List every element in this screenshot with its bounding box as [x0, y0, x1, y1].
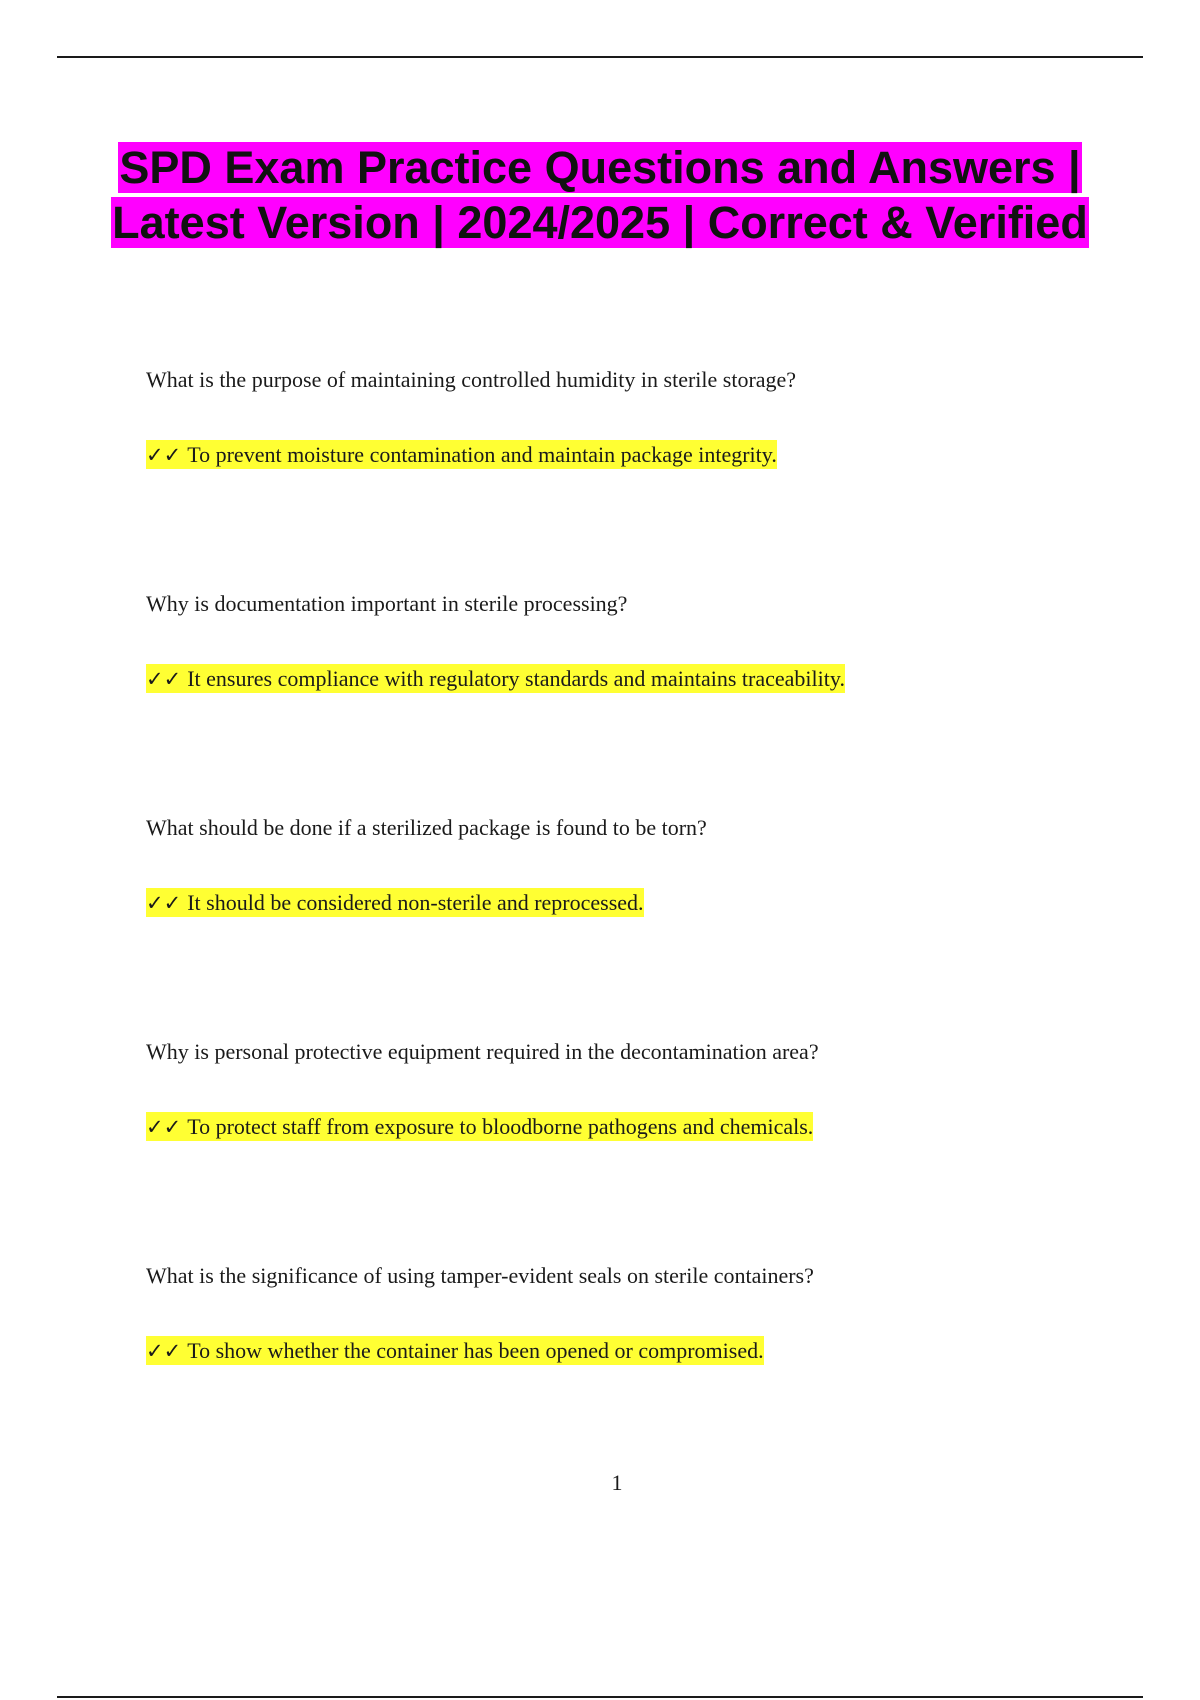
check-icon: ✓✓ — [146, 443, 182, 467]
answer — [146, 440, 1146, 470]
check-icon: ✓✓ — [146, 1115, 182, 1139]
answer — [146, 664, 1146, 694]
check-icon: ✓✓ — [146, 891, 182, 915]
qa-item — [146, 1037, 1146, 1261]
question-text: What is the purpose of maintaining controlled humidity in sterile storage? — [146, 367, 797, 392]
qa-item — [146, 1261, 1146, 1485]
qa-item — [146, 813, 1146, 1037]
qa-item — [146, 589, 1146, 813]
answer-highlight — [146, 664, 845, 693]
answer — [146, 1112, 1146, 1142]
answer-highlight — [146, 1112, 813, 1141]
question-text: What should be done if a sterilized package is found to be torn? — [146, 815, 707, 840]
answer-text: To prevent moisture contamination and maintain package integrity. — [187, 442, 777, 467]
answer-text: It ensures compliance with regulatory standards and maintains traceability. — [187, 666, 845, 691]
answer — [146, 1336, 1146, 1366]
question-text: Why is documentation important in sterile processing? — [146, 591, 628, 616]
answer-text: To show whether the container has been opened or compromised. — [187, 1338, 764, 1363]
answer-highlight — [146, 440, 777, 469]
page-title: SPD Exam Practice Questions and Answers | Latest Version | 2024/2025 | Correct & Verified — [112, 142, 1088, 248]
answer-text: To protect staff from exposure to bloodborne pathogens and chemicals. — [187, 1114, 814, 1139]
answer-highlight — [146, 1336, 764, 1365]
question-text: What is the significance of using tamper-evident seals on sterile containers? — [146, 1263, 814, 1288]
answer-text: It should be considered non-sterile and reprocessed. — [187, 890, 644, 915]
qa-list — [146, 365, 1146, 1485]
title-block — [100, 140, 1100, 250]
answer — [146, 888, 1146, 918]
check-icon: ✓✓ — [146, 667, 182, 691]
question-text: Why is personal protective equipment required in the decontamination area? — [146, 1039, 819, 1064]
top-rule — [57, 56, 1143, 58]
check-icon: ✓✓ — [146, 1339, 182, 1363]
bottom-rule — [57, 1696, 1143, 1698]
page-number: 1 — [611, 1470, 623, 1495]
answer-highlight — [146, 888, 644, 917]
qa-item — [146, 365, 1146, 589]
